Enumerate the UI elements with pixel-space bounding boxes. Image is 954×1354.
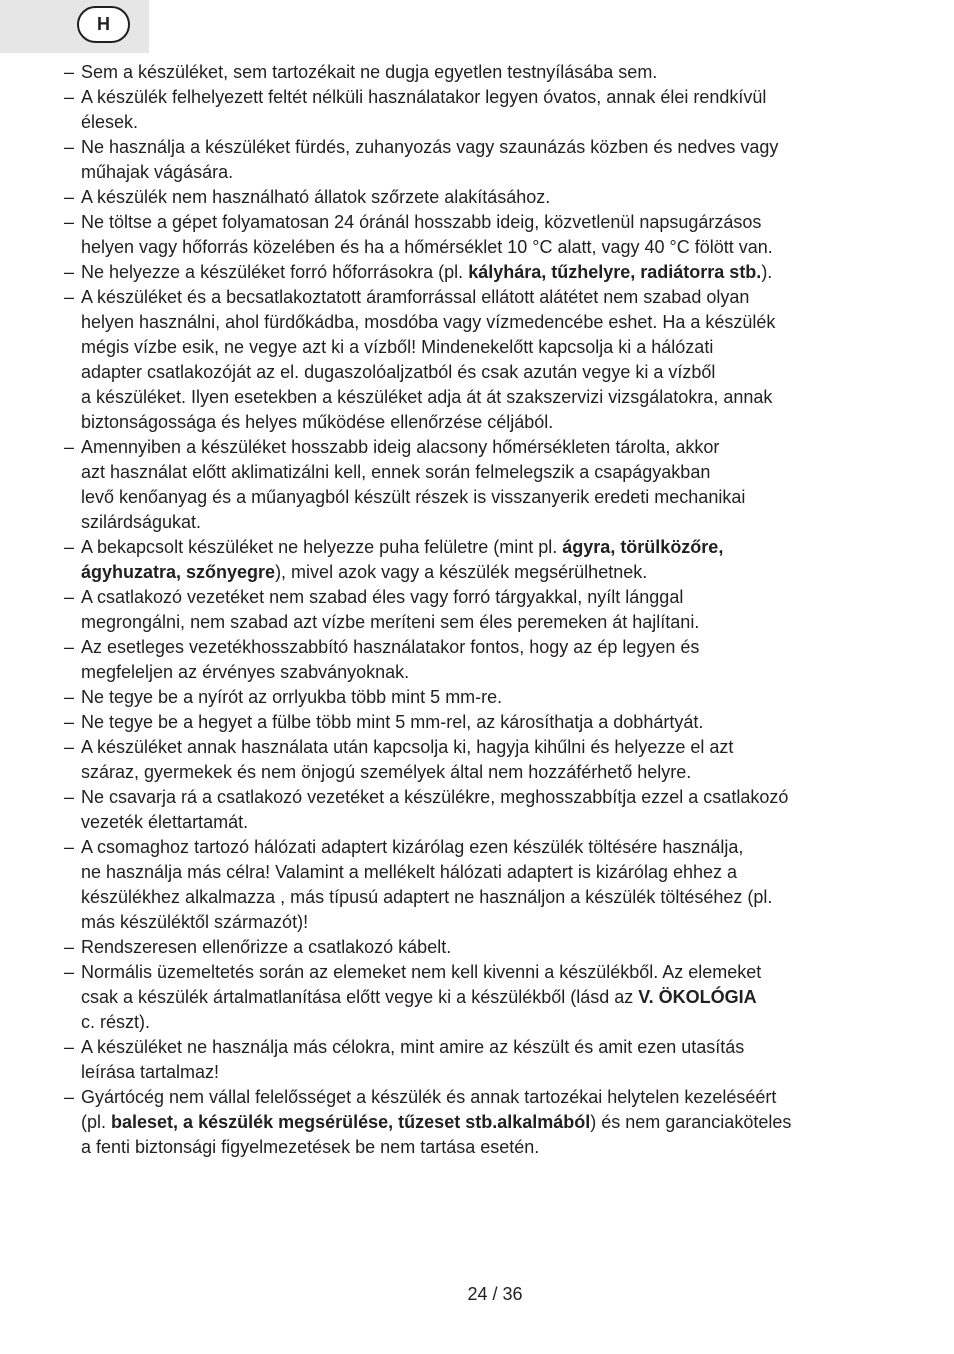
list-item: [64, 1035, 894, 1085]
list-item: [64, 685, 894, 710]
item-text: Az esetleges vezetékhosszabbító használatakor fontos, hogy az ép legyen és megfeleljen az érvényes szabványoknak.: [81, 637, 700, 682]
item-text: A készüléket annak használata után kapcsolja ki, hagyja kihűlni és helyezze el azt száraz, gyermekek és nem önjogú személyek által nem hozzáférhető helyre.: [81, 737, 734, 782]
item-text: Ne tegye be a hegyet a fülbe több mint 5 mm-rel, az károsíthatja a dobhártyát.: [81, 712, 704, 732]
item-text: Normális üzemeltetés során az elemeket nem kell kivenni a készülékből. Az elemeket csak a készülék ártalmatlanítása előtt vegye ki a készülékből (lásd az: [81, 962, 762, 1007]
item-text: Gyártócég nem vállal felelősséget a készülék és annak tartozékai helytelen kezeléséért (pl.: [81, 1087, 777, 1132]
item-text: A készüléket ne használja más célokra, mint amire az készült és amit ezen utasítás leírása tartalmaz!: [81, 1037, 745, 1082]
item-text: Sem a készüléket, sem tartozékait ne dugja egyetlen testnyílásába sem.: [81, 62, 658, 82]
list-item: [64, 960, 894, 1035]
list-item: [64, 735, 894, 785]
item-text: A bekapcsolt készüléket ne helyezze puha felületre (mint pl.: [81, 537, 563, 557]
page-number: 24 / 36: [467, 1284, 523, 1304]
bold-text: V. ÖKOLÓGIA: [638, 987, 757, 1007]
bold-text: kályhára, tűzhelyre, radiátorra stb.: [468, 262, 762, 282]
item-text: Ne tegye be a nyírót az orrlyukba több mint 5 mm-re.: [81, 687, 503, 707]
list-item: [64, 710, 894, 735]
bold-text: baleset, a készülék megsérülése, tűzeset stb.alkalmából: [111, 1112, 591, 1132]
list-item: [64, 260, 894, 285]
list-item: [64, 435, 894, 535]
safety-instructions-list: [64, 60, 894, 1160]
list-item: [64, 60, 894, 85]
item-text: A csatlakozó vezetéket nem szabad éles vagy forró tárgyakkal, nyílt lánggal megrongálni, nem szabad azt vízbe meríteni sem éles peremeken át hajlítani.: [81, 587, 700, 632]
language-tab: [0, 0, 149, 53]
item-text: Ne töltse a gépet folyamatosan 24 óránál hosszabb ideig, közvetlenül napsugárzásos helyen vagy hőforrás közelében és ha a hőmérséklet 10 °C alatt, vagy 40 °C fölött van.: [81, 212, 773, 257]
list-item: [64, 535, 894, 585]
item-text: A készülék felhelyezett feltét nélküli használatakor legyen óvatos, annak élei rendkívül élesek.: [81, 87, 767, 132]
item-text: Amennyiben a készüléket hosszabb ideig alacsony hőmérsékleten tárolta, akkor azt használat előtt aklimatizálni kell, ennek során felmelegszik a csapágyakban levő kenőanyag és a műanyagból készült részek is visszanyerik eredeti mechanikai szilárdságukat.: [81, 437, 746, 532]
list-item: [64, 185, 894, 210]
item-text: Ne csavarja rá a csatlakozó vezetéket a készülékre, meghosszabbítja ezzel a csatlakozó vezeték élettartamát.: [81, 787, 789, 832]
item-text: ), mivel azok vagy a készülék megsérülhetnek.: [275, 562, 648, 582]
item-text: ) és nem garanciaköteles a fenti biztonsági figyelmezetések be nem tartása esetén.: [81, 1112, 792, 1157]
list-item: [64, 210, 894, 260]
item-text: A csomaghoz tartozó hálózati adaptert kizárólag ezen készülék töltésére használja, ne használja más célra! Valamint a mellékelt hálózati adaptert is kizárólag ehhez a készülékhez alkalmazza , más típusú adaptert ne használjon a készülék töltéséhez (pl. más készüléktől származót)!: [81, 837, 773, 932]
list-item: [64, 285, 894, 435]
item-text: Rendszeresen ellenőrizze a csatlakozó kábelt.: [81, 937, 452, 957]
language-badge: H: [77, 6, 130, 43]
list-item: [64, 585, 894, 635]
item-text: c. részt).: [81, 1012, 151, 1032]
list-item: [64, 935, 894, 960]
item-text: Ne használja a készüléket fürdés, zuhanyozás vagy szaunázás közben és nedves vagy műhajak vágására.: [81, 137, 779, 182]
item-text: Ne helyezze a készüléket forró hőforrásokra (pl.: [81, 262, 469, 282]
item-text: A készülék nem használható állatok szőrzete alakításához.: [81, 187, 551, 207]
list-item: [64, 85, 894, 135]
bold-text: ágyra, törülközőre, ágyhuzatra, szőnyegre: [81, 537, 724, 582]
list-item: [64, 835, 894, 935]
item-text: A készüléket és a becsatlakoztatott áramforrással ellátott alátétet nem szabad olyan helyen használni, ahol fürdőkádba, mosdóba vagy vízmedencébe eshet. Ha a készülék mégis vízbe esik, ne vegye azt ki a vízből! Mindenekelőtt kapcsolja ki a hálózati adapter csatlakozóját az el. dugaszolóaljzatból és csak azután vegye ki a vízből a készüléket. Ilyen esetekben a készüléket adja át át szakszervizi vizsgálatokra, annak biztonságossága és helyes működése ellenőrzése céljából.: [81, 287, 776, 432]
item-text: ).: [761, 262, 773, 282]
list-item: [64, 1085, 894, 1160]
list-item: [64, 785, 894, 835]
list-item: [64, 135, 894, 185]
list-item: [64, 635, 894, 685]
